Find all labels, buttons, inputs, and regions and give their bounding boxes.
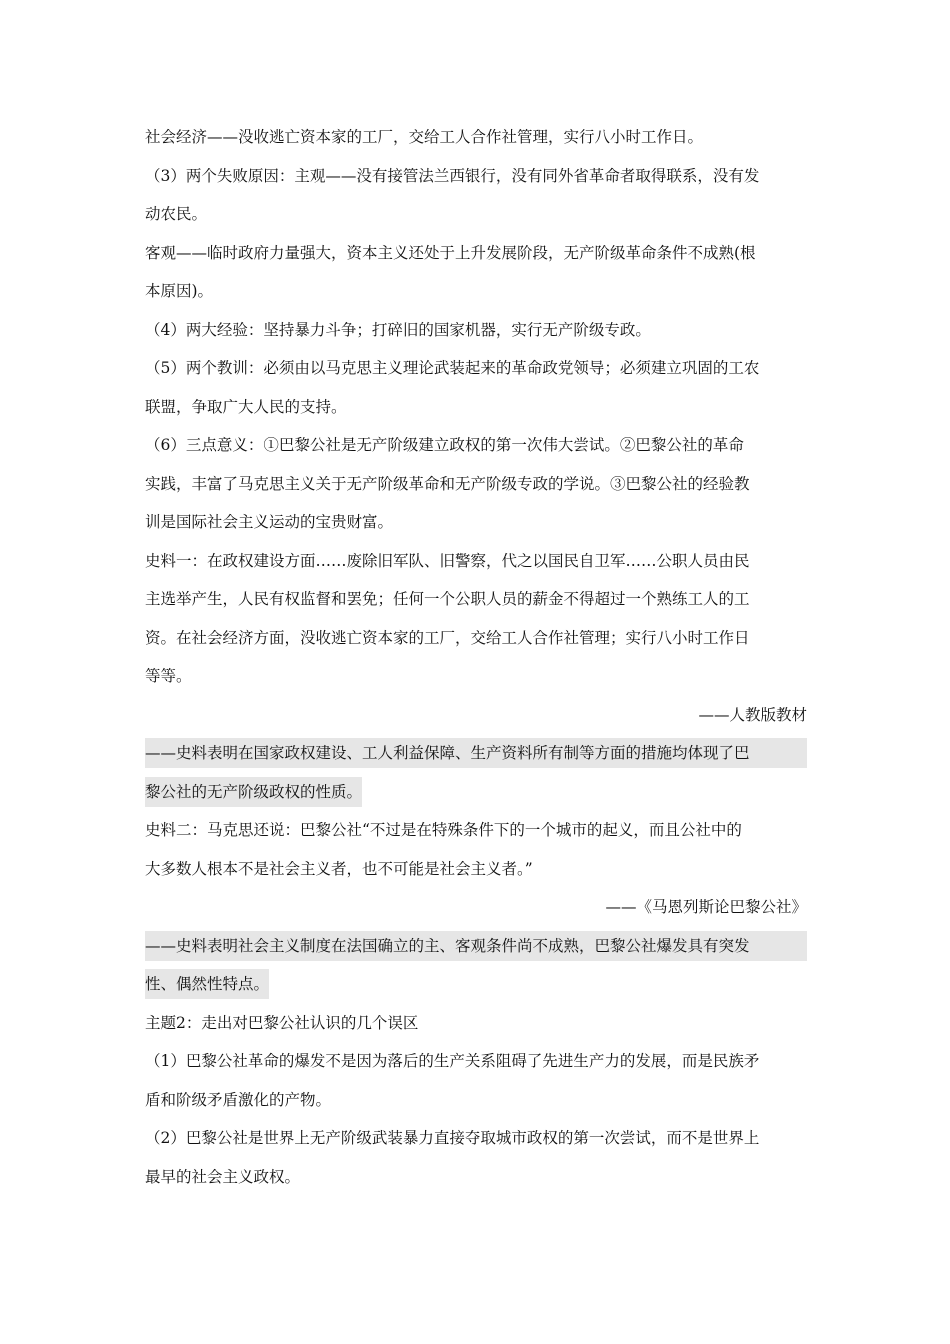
paragraph (145, 157, 807, 234)
text-line: （5）两个教训：必须由以马克思主义理论武装起来的革命政党领导；必须建立巩固的工农 (145, 359, 760, 377)
paragraph (145, 234, 807, 311)
text-line: 等等。 (145, 667, 192, 685)
text-line: 最早的社会主义政权。 (145, 1167, 301, 1186)
highlighted-paragraph (145, 738, 807, 811)
text-line: 主题2：走出对巴黎公社认识的几个误区 (145, 1013, 419, 1032)
source-attribution (145, 696, 807, 735)
paragraph (145, 1119, 807, 1196)
highlighted-line: ——史料表明社会主义制度在法国确立的主、客观条件尚不成熟，巴黎公社爆发具有突发 (145, 931, 807, 961)
highlighted-paragraph (145, 931, 807, 1004)
paragraph (145, 811, 807, 888)
text-line: 主选举产生，人民有权监督和罢免；任何一个公职人员的薪金不得超过一个熟练工人的工 (145, 590, 750, 608)
text-line: 盾和阶级矛盾激化的产物。 (145, 1090, 332, 1109)
section-heading (145, 1004, 807, 1043)
text-line: 动农民。 (145, 205, 208, 223)
text-line: （3）两个失败原因：主观——没有接管法兰西银行，没有同外省革命者取得联系，没有发 (145, 166, 760, 185)
paragraph (145, 426, 807, 542)
text-line: 实践，丰富了马克思主义关于无产阶级革命和无产阶级专政的学说。③巴黎公社的经验教 (145, 474, 750, 493)
text-line: 史料一：在政权建设方面……废除旧军队、旧警察，代之以国民自卫军……公职人员由民 (145, 551, 750, 570)
text-line: 资。在社会经济方面，没收逃亡资本家的工厂，交给工人合作社管理；实行八小时工作日 (145, 628, 750, 647)
paragraph (145, 118, 807, 157)
paragraph (145, 311, 807, 350)
document-page (145, 118, 807, 1196)
text-line: （2）巴黎公社是世界上无产阶级武装暴力直接夺取城市政权的第一次尝试，而不是世界上 (145, 1129, 760, 1147)
text-line: ——《马恩列斯论巴黎公社》 (605, 898, 807, 916)
text-line: 社会经济——没收逃亡资本家的工厂，交给工人合作社管理，实行八小时工作日。 (145, 128, 704, 146)
text-line: （4）两大经验：坚持暴力斗争；打碎旧的国家机器，实行无产阶级专政。 (145, 320, 651, 339)
text-line: ——人教版教材 (698, 705, 807, 724)
text-line: （6）三点意义：①巴黎公社是无产阶级建立政权的第一次伟大尝试。②巴黎公社的革命 (145, 436, 744, 454)
text-line: 训是国际社会主义运动的宝贵财富。 (145, 513, 394, 531)
highlighted-line: 黎公社的无产阶级政权的性质。 (145, 777, 362, 807)
text-line: 史料二：马克思还说：巴黎公社“不过是在特殊条件下的一个城市的起义，而且公社中的 (145, 821, 742, 839)
source-attribution (145, 888, 807, 927)
text-line: 联盟，争取广大人民的支持。 (145, 397, 347, 416)
highlighted-line: ——史料表明在国家政权建设、工人利益保障、生产资料所有制等方面的措施均体现了巴 (145, 738, 807, 768)
paragraph (145, 1042, 807, 1119)
highlighted-line: 性、偶然性特点。 (145, 969, 269, 999)
paragraph (145, 542, 807, 696)
paragraph (145, 349, 807, 426)
text-line: （1）巴黎公社革命的爆发不是因为落后的生产关系阻碍了先进生产力的发展，而是民族矛 (145, 1052, 760, 1070)
text-line: 大多数人根本不是社会主义者，也不可能是社会主义者。” (145, 859, 533, 878)
text-line: 本原因)。 (145, 282, 214, 300)
text-line: 客观——临时政府力量强大，资本主义还处于上升发展阶段，无产阶级革命条件不成熟(根 (145, 243, 756, 262)
